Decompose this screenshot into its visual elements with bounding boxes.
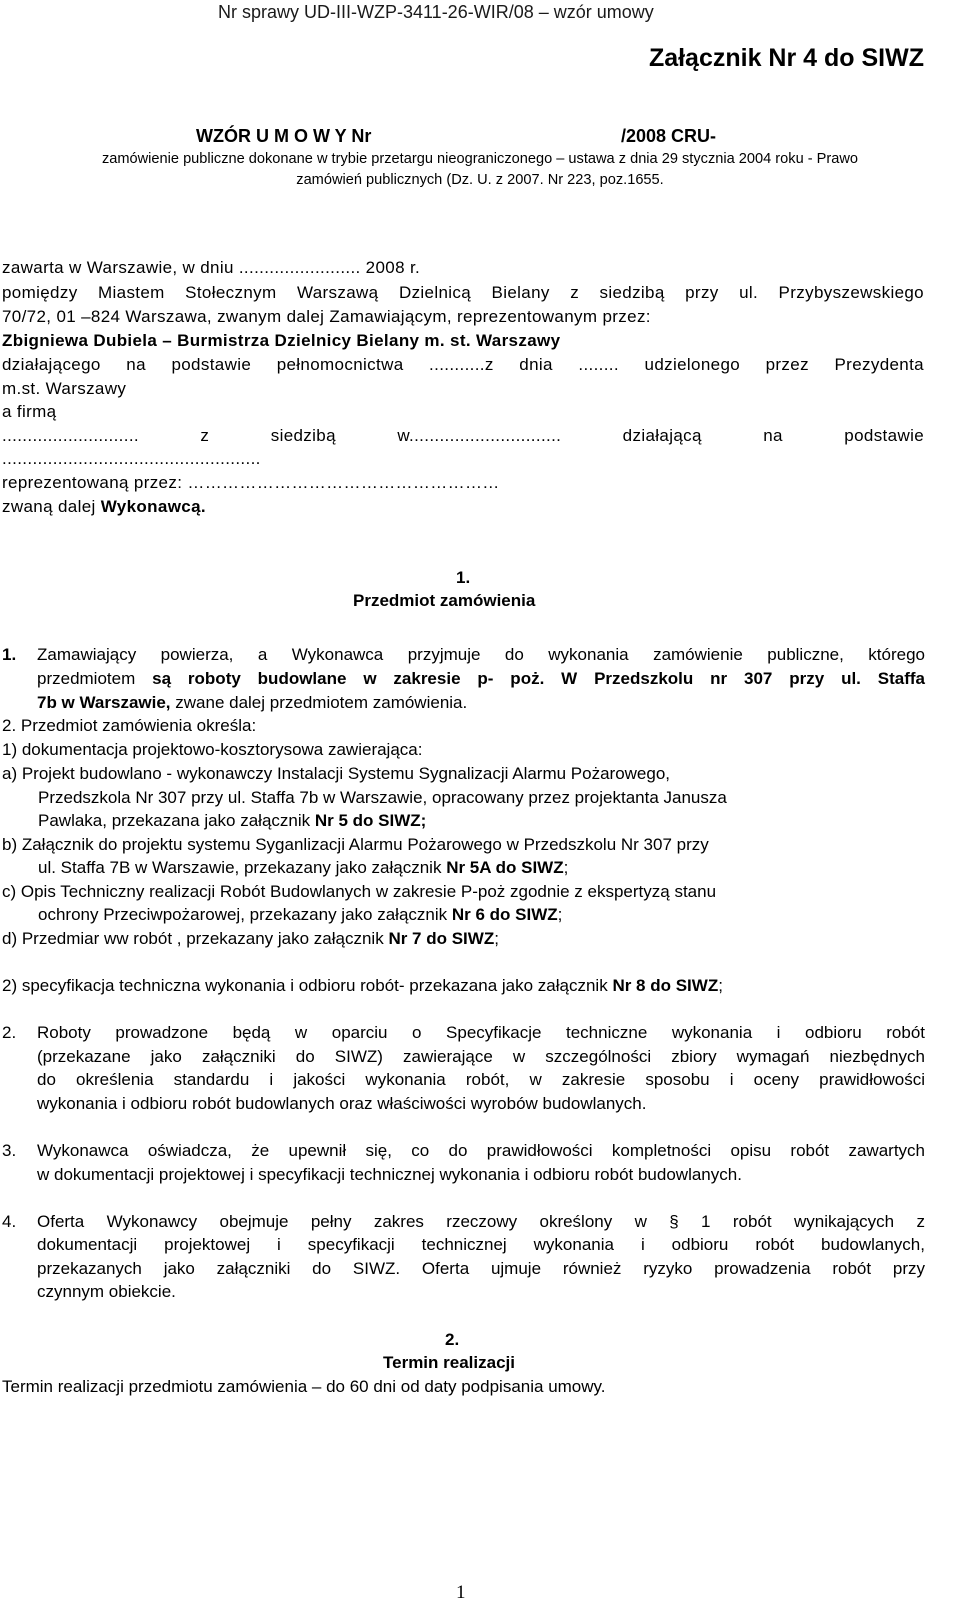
parties-line: reprezentowaną przez: ……………………………………………… <box>2 473 500 492</box>
bold-span: Nr 6 do SIWZ <box>451 905 558 924</box>
text-span: zwane dalej przedmiotem zamówienia. <box>170 693 468 712</box>
parties-line: działającego na podstawie pełnomocnictwa ...........z dnia ........ udzielonego przez Prezydenta <box>2 355 924 374</box>
section-1-number: 1. <box>456 568 471 587</box>
attachment-title: Załącznik Nr 4 do SIWZ <box>648 44 924 72</box>
paragraph-line: Zamawiający powierza, a Wykonawca przyjmuje do wykonania zamówienie publiczne, którego <box>37 645 925 664</box>
case-number: Nr sprawy UD-III-WZP-3411-26-WIR/08 – wzór umowy <box>218 2 654 22</box>
paragraph-line: czynnym obiekcie. <box>37 1282 176 1301</box>
paragraph-line: 1) dokumentacja projektowo-kosztorysowa zawierająca: <box>2 740 423 759</box>
text-span: ; <box>494 929 499 948</box>
bold-span: Nr 8 do SIWZ <box>612 976 719 995</box>
paragraph-line: Wykonawca oświadcza, że upewnił się, co do prawidłowości kompletności opisu robót zawartych <box>37 1141 925 1160</box>
paragraph-line: 2. Przedmiot zamówienia określa: <box>2 716 257 735</box>
paragraph-line: przekazanych jako załączniki do SIWZ. Oferta ujmuje również ryzyko prowadzenia robót przy <box>37 1259 925 1278</box>
text-span: ; <box>557 905 563 924</box>
paragraph-line <box>37 669 925 689</box>
paragraph-number: 1. <box>2 645 17 664</box>
bold-span: Nr 5A do SIWZ <box>446 858 564 877</box>
list-item-a-cont <box>38 811 426 831</box>
specification-line <box>2 976 723 996</box>
contract-place-date: zawarta w Warszawie, w dniu ........................ 2008 r. <box>2 258 421 277</box>
list-item-b-cont <box>38 858 568 878</box>
paragraph-line: dokumentacji projektowej i specyfikacji technicznej wykonania i odbioru robót budowlanych, <box>37 1235 925 1254</box>
parties-line: m.st. Warszawy <box>2 379 127 398</box>
text-span: ul. Staffa 7B w Warszawie, przekazany jako załącznik <box>38 858 447 877</box>
paragraph-line <box>37 693 467 713</box>
text-span: 2) specyfikacja techniczna wykonania i odbioru robót- przekazana jako załącznik <box>2 976 613 995</box>
section-2-text: Termin realizacji przedmiotu zamówienia – do 60 dni od daty podpisania umowy. <box>2 1377 606 1396</box>
paragraph-line: do określenia standardu i jakości wykonania robót, w zakresie sposobu i oceny prawidłowości <box>37 1070 925 1089</box>
list-item-c-cont <box>38 905 562 925</box>
section-1-title: Przedmiot zamówienia <box>353 591 536 610</box>
text-span: ; <box>563 858 569 877</box>
page-number: 1 <box>456 1582 466 1603</box>
contractor-name: Wykonawcą. <box>100 497 206 516</box>
text-span: ; <box>718 976 723 995</box>
contract-subtitle-1: zamówienie publiczne dokonane w trybie przetargu nieograniczonego – ustawa z dnia 29 stycznia 2004 roku - Prawo <box>101 151 859 167</box>
parties-line: ........................... z siedzibą w.............................. działającą na podstawie <box>2 426 924 445</box>
text-span: d) Przedmiar ww robót , przekazany jako załącznik <box>2 929 389 948</box>
text-span: przedmiotem <box>37 669 153 688</box>
text-span: ochrony Przeciwpożarowej, przekazany jako załącznik <box>38 905 452 924</box>
parties-line <box>2 497 206 517</box>
paragraph-number: 2. <box>2 1023 17 1042</box>
list-item-a: a) Projekt budowlano - wykonawczy Instalacji Systemu Sygnalizacji Alarmu Pożarowego, <box>2 764 671 783</box>
list-item-b: b) Załącznik do projektu systemu Syganlizacji Alarmu Pożarowego w Przedszkolu Nr 307 przy <box>2 835 709 854</box>
contract-title-right: /2008 CRU- <box>621 126 717 146</box>
contract-title-left: WZÓR U M O W Y Nr <box>196 126 372 146</box>
bold-span: Nr 5 do SIWZ; <box>314 811 427 830</box>
parties-line: a firmą <box>2 402 57 421</box>
parties-representative: Zbigniewa Dubiela – Burmistrza Dzielnicy Bielany m. st. Warszawy <box>2 331 561 350</box>
section-2-number: 2. <box>445 1330 460 1349</box>
paragraph-number: 3. <box>2 1141 17 1160</box>
bold-span: 7b w Warszawie, <box>37 693 171 712</box>
paragraph-line: w dokumentacji projektowej i specyfikacji technicznej wykonania i odbioru robót budowlanych. <box>37 1165 742 1184</box>
bold-span: Nr 7 do SIWZ <box>388 929 495 948</box>
text-span: Pawlaka, przekazana jako załącznik <box>38 811 315 830</box>
contractor-label: zwaną dalej <box>2 497 101 516</box>
paragraph-line: Roboty prowadzone będą w oparciu o Specyfikacje techniczne wykonania i odbioru robót <box>37 1023 925 1042</box>
list-item-d <box>2 929 499 949</box>
list-item-a-cont: Przedszkola Nr 307 przy ul. Staffa 7b w Warszawie, opracowany przez projektanta Janusza <box>38 788 727 807</box>
contract-subtitle-2: zamówień publicznych (Dz. U. z 2007. Nr 223, poz.1655. <box>296 172 664 188</box>
parties-line: pomiędzy Miastem Stołecznym Warszawą Dzielnicą Bielany z siedzibą przy ul. Przybyszewskiego <box>2 283 924 302</box>
paragraph-line: Oferta Wykonawcy obejmuje pełny zakres rzeczowy określony w § 1 robót wynikających z <box>37 1212 925 1231</box>
paragraph-number: 4. <box>2 1212 17 1231</box>
bold-span: są roboty budowlane w zakresie p- poż. W Przedszkolu nr 307 przy ul. Staffa <box>152 669 926 688</box>
parties-line: ................................................... <box>2 449 261 468</box>
list-item-c: c) Opis Techniczny realizacji Robót Budowlanych w zakresie P-poż zgodnie z ekspertyzą stanu <box>2 882 717 901</box>
paragraph-line: wykonania i odbioru robót budowlanych oraz właściwości wyrobów budowlanych. <box>37 1094 647 1113</box>
section-2-title: Termin realizacji <box>383 1353 515 1372</box>
paragraph-line: (przekazane jako załączniki do SIWZ) zawierające w szczególności zbiory wymagań niezbędnych <box>37 1047 925 1066</box>
parties-line: 70/72, 01 –824 Warszawa, zwanym dalej Zamawiającym, reprezentowanym przez: <box>2 307 651 326</box>
